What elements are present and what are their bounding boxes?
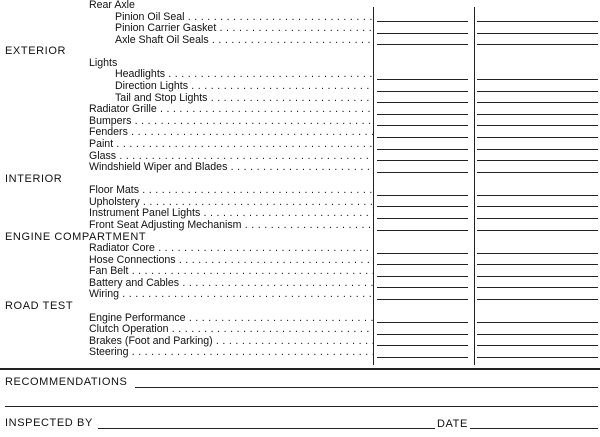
section-heading: ENGINE COMPARTMENT bbox=[5, 230, 147, 243]
entry-line-column-2[interactable] bbox=[477, 44, 598, 45]
section-heading: EXTERIOR bbox=[5, 45, 67, 58]
checklist-row bbox=[0, 336, 600, 348]
section-heading: INTERIOR bbox=[5, 172, 63, 185]
checklist-item-label: Lights bbox=[89, 57, 118, 69]
checklist-row bbox=[0, 174, 600, 186]
checklist-item-label: Clutch Operation . . . bbox=[89, 324, 374, 336]
checklist-row bbox=[0, 243, 600, 255]
entry-line-column-1[interactable] bbox=[377, 334, 468, 335]
checklist-row bbox=[0, 127, 600, 139]
entry-line-column-1[interactable] bbox=[377, 172, 468, 173]
entry-line-column-2[interactable] bbox=[477, 125, 598, 126]
checklist-row bbox=[0, 139, 600, 151]
entry-line-column-1[interactable] bbox=[377, 264, 468, 265]
entry-line-column-2[interactable] bbox=[477, 195, 598, 196]
checklist-row bbox=[0, 104, 600, 116]
entry-line-column-1[interactable] bbox=[377, 206, 468, 207]
entry-line-column-2[interactable] bbox=[477, 91, 598, 92]
entry-line-column-2[interactable] bbox=[477, 357, 598, 358]
checklist-item-label: Fan Belt . . . bbox=[89, 266, 374, 278]
entry-line-column-2[interactable] bbox=[477, 299, 598, 300]
checklist-row bbox=[0, 347, 600, 359]
checklist-item-label: Rear Axle bbox=[89, 0, 135, 11]
entry-line-column-2[interactable] bbox=[477, 102, 598, 103]
checklist-item-label: Front Seat Adjusting Mechanism . . . bbox=[89, 220, 374, 232]
checklist-row bbox=[0, 255, 600, 267]
entry-line-column-1[interactable] bbox=[377, 160, 468, 161]
checklist-item-label: Pinion Carrier Gasket . . . bbox=[115, 23, 374, 35]
inspected-by-line[interactable] bbox=[98, 428, 435, 429]
checklist-row bbox=[0, 12, 600, 24]
entry-line-column-2[interactable] bbox=[477, 345, 598, 346]
checklist-row bbox=[0, 81, 600, 93]
entry-line-column-2[interactable] bbox=[477, 253, 598, 254]
checklist-item-label: Axle Shaft Oil Seals . . . bbox=[115, 35, 374, 47]
checklist-item-label: Battery and Cables . . . bbox=[89, 278, 374, 290]
checklist-item-label: Steering . . . bbox=[89, 347, 374, 359]
entry-line-column-1[interactable] bbox=[377, 33, 468, 34]
checklist-row bbox=[0, 266, 600, 278]
checklist-item-label: Radiator Core . . . bbox=[89, 243, 374, 255]
entry-line-column-1[interactable] bbox=[377, 44, 468, 45]
checklist-item-label: Direction Lights . . . bbox=[115, 81, 374, 93]
checklist-item-label: Wiring . . . bbox=[89, 289, 374, 301]
checklist-row bbox=[0, 232, 600, 244]
entry-line-column-1[interactable] bbox=[377, 287, 468, 288]
checklist-item-label: Headlights . . . bbox=[115, 69, 374, 81]
recommendations-label: RECOMMENDATIONS bbox=[5, 376, 128, 388]
section-heading: ROAD TEST bbox=[5, 300, 74, 313]
entry-line-column-2[interactable] bbox=[477, 276, 598, 277]
checklist-item-label: Paint . . . bbox=[89, 139, 374, 151]
checklist-row bbox=[0, 0, 600, 12]
entry-line-column-2[interactable] bbox=[477, 160, 598, 161]
checklist-row bbox=[0, 116, 600, 128]
checklist-item-label: Floor Mats . . . bbox=[89, 185, 374, 197]
entry-line-column-2[interactable] bbox=[477, 33, 598, 34]
checklist-item-label: Instrument Panel Lights . . . bbox=[89, 208, 374, 220]
checklist-row bbox=[0, 23, 600, 35]
entry-line-column-2[interactable] bbox=[477, 21, 598, 22]
entry-line-column-2[interactable] bbox=[477, 322, 598, 323]
checklist-row bbox=[0, 93, 600, 105]
entry-line-column-1[interactable] bbox=[377, 253, 468, 254]
checklist-item-label: Pinion Oil Seal . . . bbox=[115, 12, 374, 24]
entry-line-column-1[interactable] bbox=[377, 79, 468, 80]
checklist-row bbox=[0, 151, 600, 163]
entry-line-column-1[interactable] bbox=[377, 114, 468, 115]
checklist-row bbox=[0, 289, 600, 301]
checklist-row bbox=[0, 220, 600, 232]
entry-line-column-1[interactable] bbox=[377, 125, 468, 126]
checklist-row bbox=[0, 324, 600, 336]
entry-line-column-1[interactable] bbox=[377, 21, 468, 22]
entry-line-column-1[interactable] bbox=[377, 357, 468, 358]
checklist-row bbox=[0, 58, 600, 70]
checklist-row bbox=[0, 35, 600, 47]
checklist-row bbox=[0, 69, 600, 81]
entry-line-column-1[interactable] bbox=[377, 345, 468, 346]
recommendations-line-1[interactable] bbox=[135, 387, 598, 388]
entry-line-column-1[interactable] bbox=[377, 102, 468, 103]
entry-line-column-2[interactable] bbox=[477, 206, 598, 207]
entry-line-column-1[interactable] bbox=[377, 230, 468, 231]
entry-line-column-2[interactable] bbox=[477, 218, 598, 219]
entry-line-column-1[interactable] bbox=[377, 149, 468, 150]
checklist-row bbox=[0, 301, 600, 313]
recommendations-line-2[interactable] bbox=[5, 406, 598, 407]
checklist-item-label: Brakes (Foot and Parking) . . . bbox=[89, 336, 374, 348]
entry-line-column-2[interactable] bbox=[477, 137, 598, 138]
entry-line-column-2[interactable] bbox=[477, 172, 598, 173]
date-line[interactable] bbox=[470, 428, 598, 429]
footer-divider-rule bbox=[0, 368, 600, 370]
inspected-by-label: INSPECTED BY bbox=[5, 417, 93, 429]
entry-line-column-2[interactable] bbox=[477, 230, 598, 231]
checklist-row bbox=[0, 197, 600, 209]
entry-line-column-2[interactable] bbox=[477, 287, 598, 288]
checklist-item-label: Upholstery . . . bbox=[89, 197, 374, 209]
checklist-item-label: Glass . . . bbox=[89, 151, 374, 163]
checklist-item-label: Engine Performance . . . bbox=[89, 313, 374, 325]
checklist-row bbox=[0, 162, 600, 174]
checklist-item-label: Hose Connections . . . bbox=[89, 255, 374, 267]
entry-line-column-1[interactable] bbox=[377, 276, 468, 277]
checklist-item-label: Tail and Stop Lights . . . bbox=[115, 93, 374, 105]
checklist-row bbox=[0, 208, 600, 220]
entry-line-column-2[interactable] bbox=[477, 264, 598, 265]
entry-line-column-1[interactable] bbox=[377, 218, 468, 219]
checklist-row bbox=[0, 278, 600, 290]
entry-line-column-2[interactable] bbox=[477, 334, 598, 335]
entry-line-column-2[interactable] bbox=[477, 149, 598, 150]
checklist-item-label: Bumpers . . . bbox=[89, 116, 374, 128]
checklist-row bbox=[0, 46, 600, 58]
entry-line-column-2[interactable] bbox=[477, 79, 598, 80]
checklist-item-label: Fenders . . . bbox=[89, 127, 374, 139]
checklist-item-label: Windshield Wiper and Blades . . . bbox=[89, 162, 374, 174]
entry-line-column-1[interactable] bbox=[377, 137, 468, 138]
entry-line-column-1[interactable] bbox=[377, 91, 468, 92]
checklist-row bbox=[0, 313, 600, 325]
date-label: DATE bbox=[437, 418, 468, 430]
entry-line-column-2[interactable] bbox=[477, 114, 598, 115]
entry-line-column-1[interactable] bbox=[377, 299, 468, 300]
entry-line-column-1[interactable] bbox=[377, 195, 468, 196]
checklist-row bbox=[0, 185, 600, 197]
checklist-item-label: Radiator Grille . . . bbox=[89, 104, 374, 116]
entry-line-column-1[interactable] bbox=[377, 322, 468, 323]
